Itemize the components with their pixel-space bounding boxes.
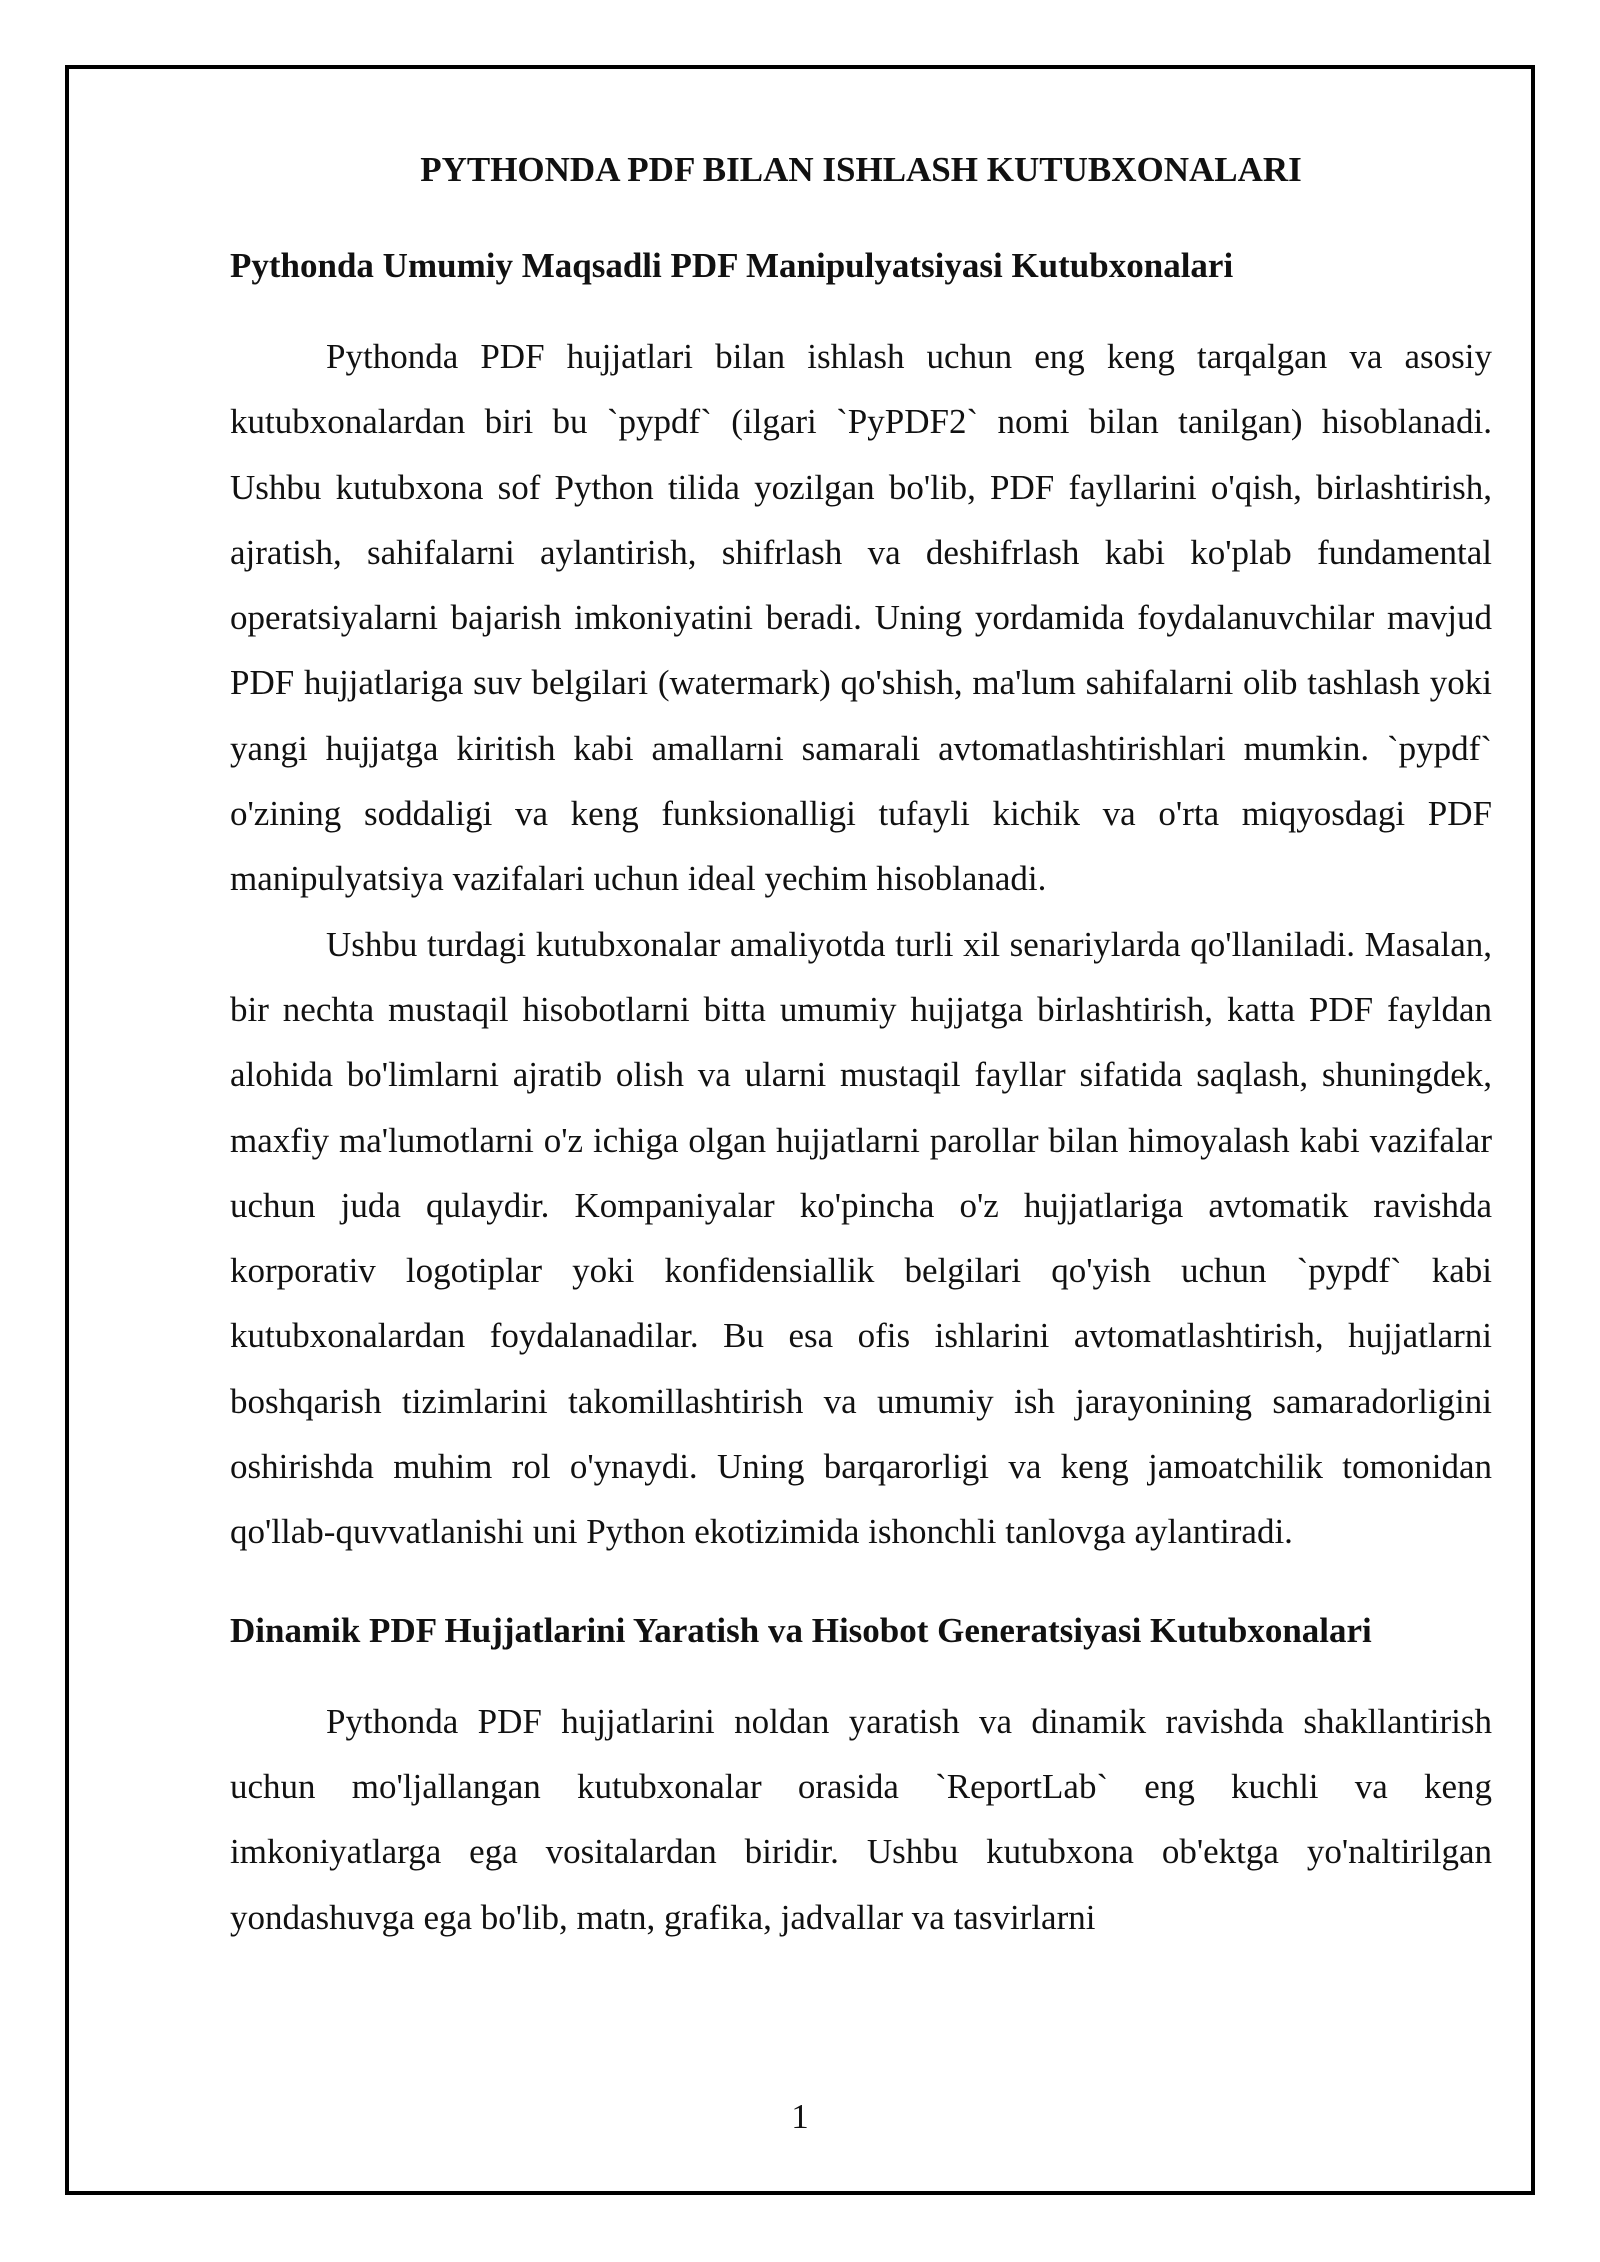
document-body — [230, 150, 1492, 1950]
page-number: 1 — [791, 2097, 809, 2136]
section-heading-dynamic-pdf: Dinamik PDF Hujjatlarini Yaratish va Hisobot Generatsiyasi Kutubxonalari — [230, 1610, 1372, 1650]
section-heading-general-pdf: Pythonda Umumiy Maqsadli PDF Manipulyatsiyasi Kutubxonalari — [230, 246, 1234, 285]
paragraph-pypdf-usage: Ushbu turdagi kutubxonalar amaliyotda turli xil senariylarda qo'llaniladi. Masalan, bir nechta mustaqil hisobotlarni bitta umumiy hujjatga birlashtirish, katta PDF fayldan alohida bo'limlarni ajratib olish va ularni mustaqil fayllar sifatida saqlash, shuningdek, maxfiy ma'lumotlarni o'z ichiga olgan hujjatlarni parollar bilan himoyalash kabi vazifalar uchun juda qulaydir. Kompaniyalar ko'pincha o'z hujjatlariga avtomatik ravishda korporativ logotiplar yoki konfidensiallik belgilari qo'yish uchun `pypdf` kabi kutubxonalardan foydalanadilar. Bu esa ofis ishlarini avtomatlashtirish, hujjatlarni boshqarish tizimlarini takomillashtirish va umumiy ish jarayonining samaradorligini oshirishda muhim rol o'ynaydi. Uning barqarorligi va keng jamoatchilik tomonidan qo'llab-quvvatlanishi uni Python ekotizimida ishonchli tanlovga aylantiradi. — [230, 924, 1492, 1552]
paragraph-pypdf-intro: Pythonda PDF hujjatlari bilan ishlash uchun eng keng tarqalgan va asosiy kutubxonalardan biri bu `pypdf` (ilgari `PyPDF2` nomi bilan tanilgan) hisoblanadi. Ushbu kutubxona sof Python tilida yozilgan bo'lib, PDF fayllarini o'qish, birlashtirish, ajratish, sahifalarni aylantirish, shifrlash va deshifrlash kabi ko'plab fundamental operatsiyalarni bajarish imkoniyatini beradi. Uning yordamida foydalanuvchilar mavjud PDF hujjatlariga suv belgilari (watermark) qo'shish, ma'lum sahifalarni olib tashlash yoki yangi hujjatga kiritish kabi amallarni samarali avtomatlashtirishlari mumkin. `pypdf` o'zining soddaligi va keng funksionalligi tufayli kichik va o'rta miqyosdagi PDF manipulyatsiya vazifalari uchun ideal yechim hisoblanadi. — [230, 337, 1492, 899]
paragraph-reportlab-intro: Pythonda PDF hujjatlarini noldan yaratish va dinamik ravishda shakllantirish uchun mo'ljallangan kutubxonalar orasida `ReportLab` eng kuchli va keng imkoniyatlarga ega vositalardan biridir. Ushbu kutubxona ob'ektga yo'naltirilgan yondashuvga ega bo'lib, matn, grafika, jadvallar va tasvirlarni — [230, 1701, 1492, 1937]
document-title: PYTHONDA PDF BILAN ISHLASH KUTUBXONALARI — [420, 150, 1302, 189]
